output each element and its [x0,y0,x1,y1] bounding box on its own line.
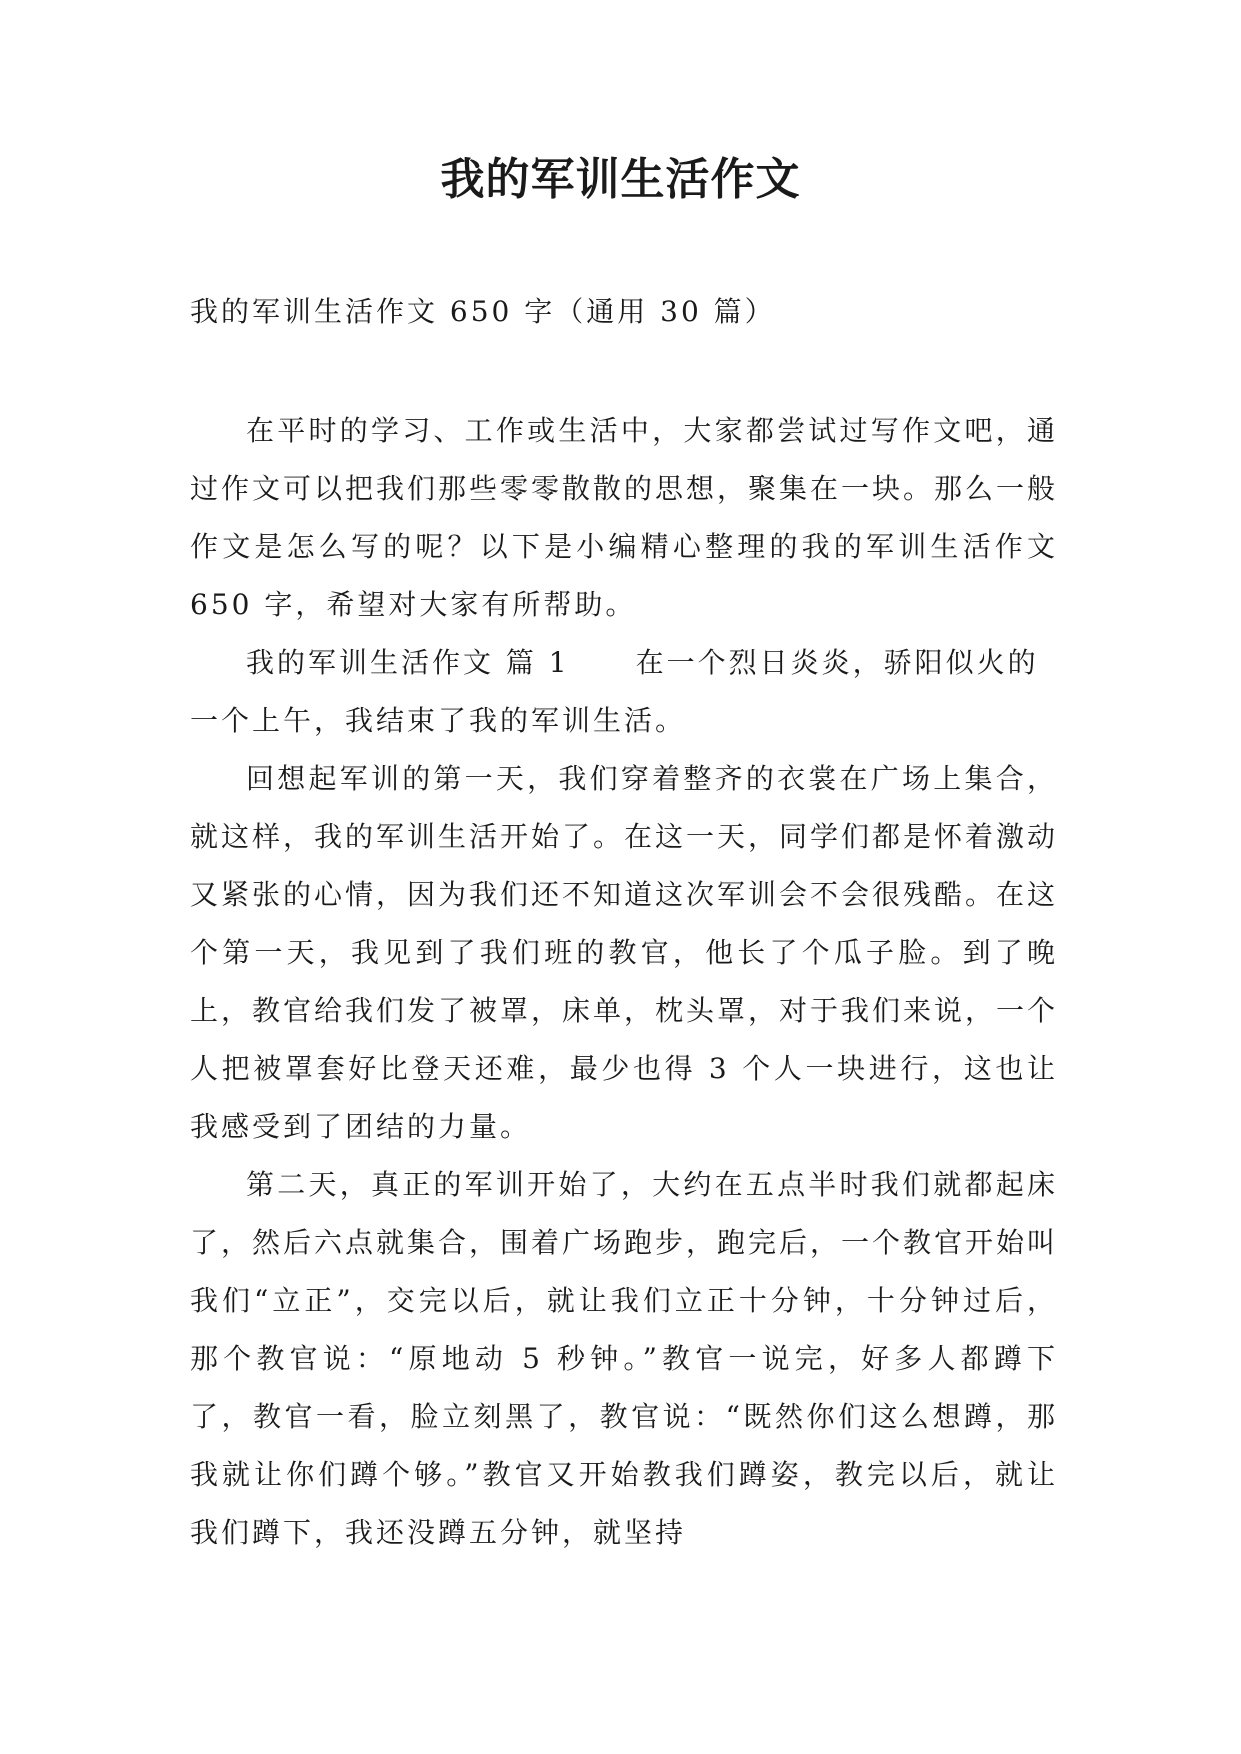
day-two-paragraph: 第二天，真正的军训开始了，大约在五点半时我们就都起床了，然后六点就集合，围着广场跑步，跑完后，一个教官开始叫我们“立正”，交完以后，就让我们立正十分钟，十分钟过后，那个教官说：“原地动 5 秒钟。”教官一说完，好多人都蹲下了，教官一看，脸立刻黑了，教官说：“既然你们这么想蹲，那我就让你们蹲个够。”教官又开始教我们蹲姿，教完以后，就让我们蹲下，我还没蹲五分钟，就坚持 [190,1168,1059,1549]
document-subtitle: 我的军训生活作文 650 字（通用 30 篇） [190,295,776,328]
section-1-paragraph [190,634,1058,750]
document-body [190,402,1058,1562]
intro-paragraph: 在平时的学习、工作或生活中，大家都尝试过写作文吧，通过作文可以把我们那些零零散散的思想，聚集在一块。那么一般作文是怎么写的呢？以下是小编精心整理的我的军训生活作文 650 字，希望对大家有所帮助。 [190,414,1059,621]
day-one-paragraph: 回想起军训的第一天，我们穿着整齐的衣裳在广场上集合，就这样，我的军训生活开始了。在这一天，同学们都是怀着激动又紧张的心情，因为我们还不知道这次军训会不会很残酷。在这个第一天，我见到了我们班的教官，他长了个瓜子脸。到了晚上，教官给我们发了被罩，床单，枕头罩，对于我们来说，一个人把被罩套好比登天还难，最少也得 3 个人一块进行，这也让我感受到了团结的力量。 [190,762,1059,1143]
section-1-opening: 在一个烈日炎炎，骄阳似火的一个上午，我结束了我的军训生活。 [190,646,1039,737]
document-title: 我的军训生活作文 [440,154,801,205]
section-1-heading: 我的军训生活作文 篇 1 [246,646,570,679]
